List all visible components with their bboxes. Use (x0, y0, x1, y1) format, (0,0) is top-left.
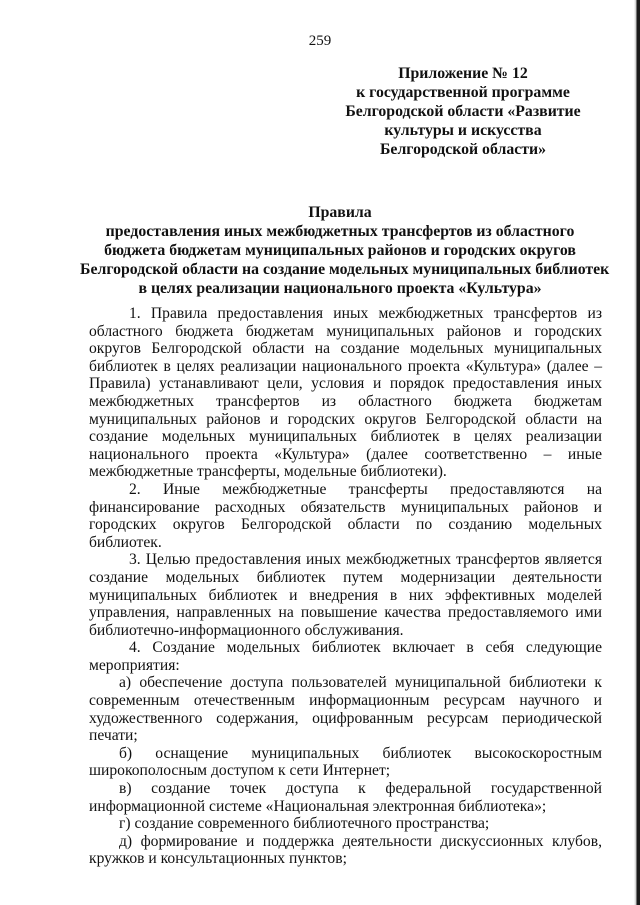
list-item-g: г) создание современного библиотечного пространства; (119, 815, 490, 833)
list-item-d: д) формирование и поддержка деятельности дискуссионных клубов, кружков и консультационных пунктов; (89, 832, 602, 868)
page-number: 259 (308, 33, 332, 49)
title-line: бюджета бюджетам муниципальных районов и городских округов (104, 242, 576, 259)
list-item-v: в) создание точек доступа к федеральной государственной информационной системе «Национальная электронная библиотека»; (89, 780, 602, 815)
document-title (80, 203, 610, 298)
paragraph-4: 4. Создание модельных библиотек включает в себя следующие мероприятия: (89, 639, 602, 674)
title-line: в целях реализации национального проекта «Культура» (138, 280, 542, 297)
appendix-header (318, 64, 608, 159)
paragraph-2: 2. Иные межбюджетные трансферты предоставляются на финансирование расходных обязательств муниципальных районов и городских округов Белгородской области по созданию модельных библиотек. (89, 480, 602, 551)
appendix-line: Приложение № 12 (398, 65, 528, 82)
paragraph-3: 3. Целью предоставления иных межбюджетных трансфертов является создание модельных библиотек путем модернизации деятельности муниципальных библиотек и внедрения в них эффективных моделей управления, направленных на повышение качества предоставляемого ими библиотечно-информационного обслуживания. (89, 551, 602, 639)
title-line: предоставления иных межбюджетных трансфертов из областного (105, 223, 575, 240)
appendix-line: к государственной программе (356, 84, 570, 101)
scan-edge (634, 0, 640, 905)
appendix-line: Белгородской области «Развитие (345, 103, 581, 120)
list-item-a: а) обеспечение доступа пользователей муниципальной библиотеки к современным отечественным информационным ресурсам научного и художественного содержания, оцифрованным ресурсам периодической печати; (89, 674, 602, 745)
appendix-line: культуры и искусства (384, 122, 542, 139)
list-item-b: б) оснащение муниципальных библиотек высокоскоростным широкополосным доступом к сети Интернет; (89, 744, 602, 780)
paragraph-1: 1. Правила предоставления иных межбюджетных трансфертов из областного бюджета бюджетам муниципальных районов и городских округов Белгородской области на создание модельных муниципальных библиотек в целях реализации национального проекта «Культура» (далее – Правила) устанавливают цели, условия и порядок предоставления иных межбюджетных трансфертов из областного бюджета бюджетам муниципальных районов и городских округов Белгородской области на создание модельных муниципальных библиотек в целях реализации национального проекта «Культура» (далее соответственно – иные межбюджетные трансферты, модельные библиотеки). (89, 305, 602, 481)
title-heading: Правила (308, 204, 372, 221)
document-body (89, 305, 602, 868)
appendix-line: Белгородской области» (379, 141, 546, 158)
title-line: Белгородской области на создание модельных муниципальных библиотек (80, 261, 610, 278)
